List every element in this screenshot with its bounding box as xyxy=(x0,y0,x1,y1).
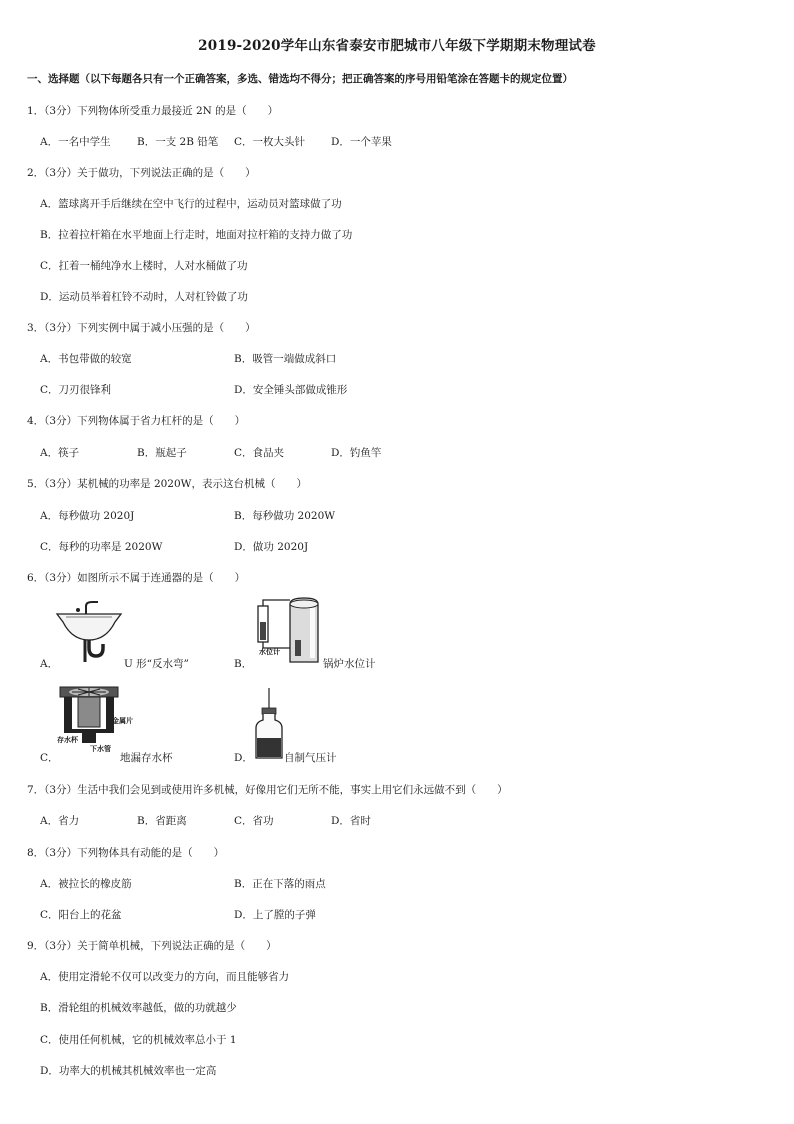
q3-option-a: A．书包带做的较宽 xyxy=(40,353,132,365)
q2-option-d: D．运动员举着杠铃不动时，人对杠铃做了功 xyxy=(40,291,248,303)
q2-option-b: B．拉着拉杆箱在水平地面上行走时，地面对拉杆箱的支持力做了功 xyxy=(40,229,353,241)
q9-option-a: A．使用定滑轮不仅可以改变力的方向，而且能够省力 xyxy=(40,971,290,983)
q6-caption-b: 锅炉水位计 xyxy=(323,658,376,670)
sink-u-trap-figure xyxy=(52,600,126,664)
q1-option-b: B．一支 2B 铅笔 xyxy=(137,136,219,148)
boiler-gauge-figure xyxy=(248,596,324,668)
q7-option-d: D．省时 xyxy=(331,815,371,827)
drain-pipe-label: 下水管 xyxy=(90,744,111,753)
q6-caption-c: 地漏存水杯 xyxy=(120,752,173,764)
question-7-stem: 7．（3分）生活中我们会见到或使用许多机械，好像用它们无所不能，事实上用它们永远做不到（ ） xyxy=(27,784,508,796)
q6-option-b: B． xyxy=(234,658,253,670)
q9-option-b: B．滑轮组的机械效率越低，做的功就越少 xyxy=(40,1002,237,1014)
q6-caption-a: U 形“反水弯” xyxy=(124,658,189,670)
q6-option-a: A． xyxy=(40,658,59,670)
q3-option-c: C．刀刃很锋利 xyxy=(40,384,112,396)
q8-option-c: C．阳台上的花盆 xyxy=(40,909,122,921)
q8-option-a: A．被拉长的橡皮筋 xyxy=(40,878,132,890)
q4-option-c: C．食品夹 xyxy=(234,447,285,459)
q5-option-d: D．做功 2020J xyxy=(234,541,309,553)
q1-option-c: C．一枚大头针 xyxy=(234,136,306,148)
q7-option-a: A．省力 xyxy=(40,815,80,827)
q4-option-a: A．筷子 xyxy=(40,447,80,459)
question-6-stem: 6．（3分）如图所示不属于连通器的是（ ） xyxy=(27,572,246,584)
page-title: 2019-2020学年山东省泰安市肥城市八年级下学期期末物理试卷 xyxy=(198,38,596,54)
q9-option-d: D．功率大的机械其机械效率也一定高 xyxy=(40,1065,217,1077)
section-title: 一、选择题（以下每题各只有一个正确答案，多选、错选均不得分；把正确答案的序号用铅笔涂在答题卡的规定位置） xyxy=(27,73,573,85)
q6-caption-d: 自制气压计 xyxy=(284,752,337,764)
q7-option-b: B．省距离 xyxy=(137,815,187,827)
question-5-stem: 5．（3分）某机械的功率是 2020W，表示这台机械（ ） xyxy=(27,478,307,490)
question-3-stem: 3．（3分）下列实例中属于减小压强的是（ ） xyxy=(27,322,256,334)
q9-option-c: C．使用任何机械，它的机械效率总小于 1 xyxy=(40,1034,237,1046)
q6-option-c: C． xyxy=(40,752,59,764)
metal-sheet-label: 金属片 xyxy=(112,716,133,725)
question-4-stem: 4．（3分）下列物体属于省力杠杆的是（ ） xyxy=(27,415,246,427)
q6-option-d: D． xyxy=(234,752,253,764)
q5-option-b: B．每秒做功 2020W xyxy=(234,510,336,522)
q4-option-b: B．瓶起子 xyxy=(137,447,187,459)
q8-option-d: D．上了膛的子弹 xyxy=(234,909,316,921)
water-gauge-label: 水位计 xyxy=(259,647,280,656)
q5-option-a: A．每秒做功 2020J xyxy=(40,510,135,522)
q1-option-d: D．一个苹果 xyxy=(331,136,392,148)
q1-option-a: A．一名中学生 xyxy=(40,136,111,148)
question-8-stem: 8．（3分）下列物体具有动能的是（ ） xyxy=(27,847,225,859)
water-cup-label: 存水杯 xyxy=(57,735,78,744)
q3-option-d: D．安全锤头部做成锥形 xyxy=(234,384,348,396)
barometer-bottle-figure xyxy=(252,688,286,760)
question-2-stem: 2．（3分）关于做功，下列说法正确的是（ ） xyxy=(27,167,256,179)
q2-option-c: C．扛着一桶纯净水上楼时，人对水桶做了功 xyxy=(40,260,248,272)
q8-option-b: B．正在下落的雨点 xyxy=(234,878,326,890)
q3-option-b: B．吸管一端做成斜口 xyxy=(234,353,337,365)
q7-option-c: C．省功 xyxy=(234,815,274,827)
question-1-stem: 1．（3分）下列物体所受重力最接近 2N 的是（ ） xyxy=(27,105,279,117)
q4-option-d: D．钓鱼竿 xyxy=(331,447,382,459)
question-9-stem: 9．（3分）关于简单机械，下列说法正确的是（ ） xyxy=(27,940,277,952)
q2-option-a: A．篮球离开手后继续在空中飞行的过程中，运动员对篮球做了功 xyxy=(40,198,342,210)
q5-option-c: C．每秒的功率是 2020W xyxy=(40,541,163,553)
